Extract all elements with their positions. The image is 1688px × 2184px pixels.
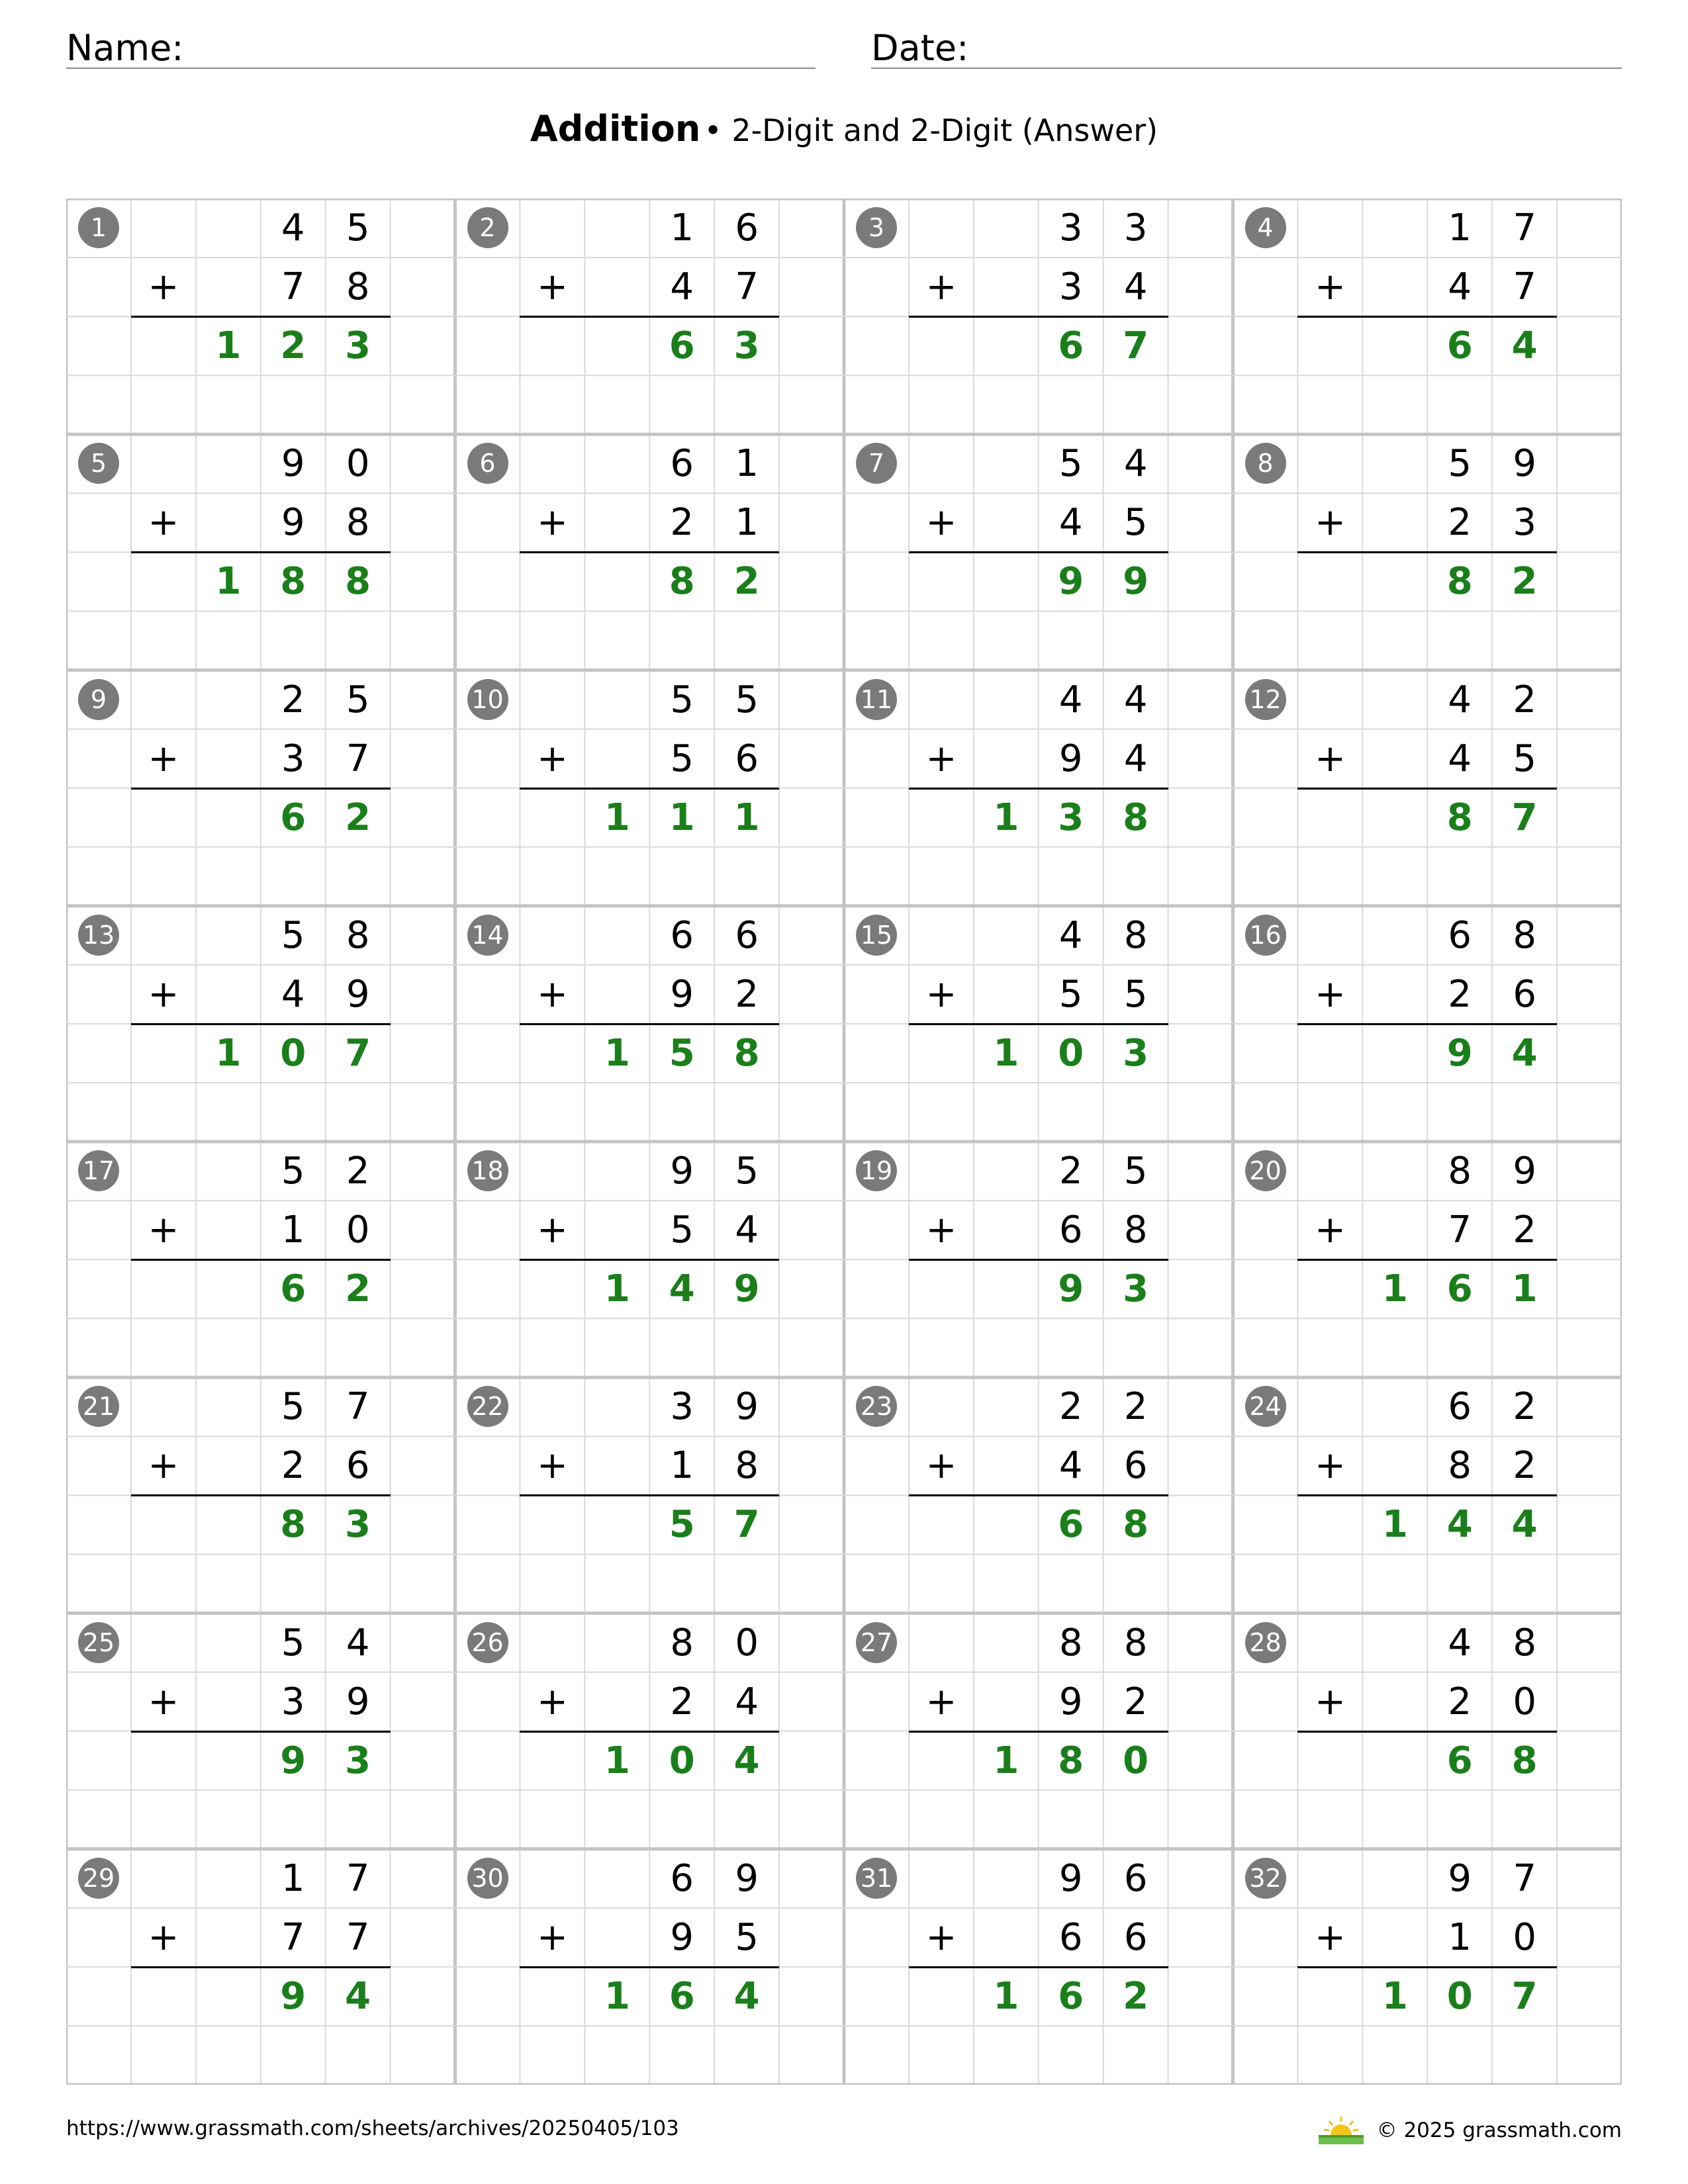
addend-digit: 5 <box>281 1150 305 1193</box>
answer-digit: 2 <box>345 1267 371 1311</box>
answer-digit: 3 <box>733 324 760 368</box>
addend-digit: 7 <box>735 265 759 309</box>
addend-digit: 6 <box>735 206 759 250</box>
problem-number-badge: 17 <box>78 1150 119 1191</box>
answer-digit: 1 <box>604 1267 630 1311</box>
answer-digit: 2 <box>345 796 371 839</box>
answer-digit: 9 <box>280 1974 306 2018</box>
problem-number-badge: 7 <box>856 443 897 484</box>
answer-digit: 7 <box>1123 324 1149 368</box>
addend-digit: 0 <box>346 1208 370 1252</box>
addend-digit: 1 <box>1448 1915 1472 1959</box>
answer-digit: 5 <box>669 1031 695 1075</box>
answer-digit: 3 <box>1123 1267 1149 1311</box>
title-subtitle: • 2-Digit and 2-Digit (Answer) <box>704 113 1158 148</box>
plus-sign: + <box>148 1915 179 1959</box>
answer-digit: 1 <box>1382 1267 1408 1311</box>
addend-digit: 3 <box>281 1680 305 1723</box>
addend-digit: 2 <box>1448 1680 1472 1723</box>
addend-digit: 6 <box>346 1444 370 1488</box>
answer-digit: 9 <box>1446 1031 1473 1075</box>
addend-digit: 4 <box>1448 1621 1472 1664</box>
addend-digit: 9 <box>346 972 370 1016</box>
addend-digit: 6 <box>1448 913 1472 957</box>
plus-sign: + <box>1314 265 1346 309</box>
plus-sign: + <box>536 501 568 545</box>
addend-digit: 4 <box>1058 678 1083 721</box>
date-label: Date: <box>871 27 969 69</box>
answer-digit: 0 <box>1446 1974 1473 2018</box>
plus-sign: + <box>148 737 179 780</box>
problem-number-badge: 13 <box>78 915 119 956</box>
plus-sign: + <box>1314 972 1346 1016</box>
plus-sign: + <box>148 1208 179 1252</box>
addend-digit: 3 <box>1513 501 1536 545</box>
answer-digit: 8 <box>280 560 306 604</box>
addend-digit: 5 <box>346 206 370 250</box>
problem-number-badge: 21 <box>78 1386 119 1427</box>
addend-digit: 5 <box>670 678 694 721</box>
problem-number-badge: 12 <box>1245 679 1286 720</box>
answer-digit: 1 <box>669 796 695 839</box>
plus-sign: + <box>148 265 179 309</box>
answer-digit: 6 <box>1446 1739 1473 1782</box>
addend-digit: 1 <box>1448 206 1472 250</box>
addend-digit: 9 <box>346 1680 370 1723</box>
date-line <box>871 68 1622 69</box>
addend-digit: 8 <box>1448 1150 1472 1193</box>
answer-digit: 4 <box>1511 324 1538 368</box>
addend-digit: 2 <box>281 678 305 721</box>
problem-number-badge: 8 <box>1245 443 1286 484</box>
addend-digit: 4 <box>1123 442 1148 486</box>
problem-number-badge: 24 <box>1245 1386 1286 1427</box>
answer-digit: 9 <box>280 1739 306 1782</box>
answer-digit: 8 <box>669 560 695 604</box>
addend-digit: 2 <box>670 501 694 545</box>
answer-digit: 1 <box>215 560 242 604</box>
problem-number-badge: 26 <box>467 1622 508 1663</box>
addend-digit: 3 <box>281 737 305 780</box>
addend-digit: 4 <box>281 206 305 250</box>
addend-digit: 6 <box>670 913 694 957</box>
addend-digit: 4 <box>281 972 305 1016</box>
addend-digit: 7 <box>1513 206 1536 250</box>
addend-digit: 1 <box>281 1208 305 1252</box>
answer-digit: 3 <box>1058 796 1084 839</box>
problem-number-badge: 23 <box>856 1386 897 1427</box>
answer-digit: 1 <box>604 1031 630 1075</box>
addend-digit: 3 <box>1058 265 1083 309</box>
plus-sign: + <box>536 737 568 780</box>
answer-digit: 1 <box>993 1739 1019 1782</box>
answer-digit: 7 <box>1511 1974 1538 2018</box>
addend-digit: 5 <box>735 1915 759 1959</box>
addend-digit: 5 <box>281 913 305 957</box>
addend-digit: 2 <box>281 1444 305 1488</box>
answer-digit: 4 <box>1446 1503 1473 1547</box>
addend-digit: 4 <box>735 1680 759 1723</box>
answer-digit: 6 <box>1058 324 1084 368</box>
addend-digit: 9 <box>281 442 305 486</box>
plus-sign: + <box>148 501 179 545</box>
addend-digit: 4 <box>1123 678 1148 721</box>
addend-digit: 7 <box>1513 265 1536 309</box>
answer-digit: 3 <box>345 1739 371 1782</box>
answer-digit: 8 <box>1123 1503 1149 1547</box>
problem-number-badge: 27 <box>856 1622 897 1663</box>
answer-digit: 0 <box>1123 1739 1149 1782</box>
worksheet-grid <box>66 199 1622 2085</box>
addend-digit: 5 <box>670 1208 694 1252</box>
answer-digit: 3 <box>345 324 371 368</box>
problem-number-badge: 15 <box>856 915 897 956</box>
plus-sign: + <box>1314 1444 1346 1488</box>
addend-digit: 8 <box>670 1621 694 1664</box>
addend-digit: 9 <box>1448 1856 1472 1900</box>
answer-digit: 1 <box>993 796 1019 839</box>
answer-digit: 7 <box>733 1503 760 1547</box>
plus-sign: + <box>925 972 957 1016</box>
plus-sign: + <box>536 1444 568 1488</box>
addend-digit: 4 <box>346 1621 370 1664</box>
addend-digit: 9 <box>1513 1150 1536 1193</box>
addend-digit: 5 <box>1123 972 1148 1016</box>
addend-digit: 9 <box>735 1856 759 1900</box>
addend-digit: 6 <box>1058 1208 1083 1252</box>
problem-number-badge: 10 <box>467 679 508 720</box>
answer-digit: 6 <box>1058 1974 1084 2018</box>
addend-digit: 9 <box>735 1385 759 1429</box>
addend-digit: 9 <box>1058 1856 1083 1900</box>
answer-digit: 6 <box>1446 1267 1473 1311</box>
addend-digit: 0 <box>346 442 370 486</box>
answer-digit: 6 <box>1058 1503 1084 1547</box>
problem-number-badge: 19 <box>856 1150 897 1191</box>
answer-digit: 8 <box>1123 796 1149 839</box>
addend-digit: 9 <box>1058 737 1083 780</box>
addend-digit: 9 <box>1513 442 1536 486</box>
problem-number-badge: 1 <box>78 207 119 248</box>
addend-digit: 9 <box>281 501 305 545</box>
answer-digit: 6 <box>280 796 306 839</box>
answer-digit: 8 <box>1446 560 1473 604</box>
answer-digit: 9 <box>1123 560 1149 604</box>
addend-digit: 3 <box>670 1385 694 1429</box>
answer-digit: 3 <box>345 1503 371 1547</box>
problem-number-badge: 20 <box>1245 1150 1286 1191</box>
addend-digit: 7 <box>1448 1208 1472 1252</box>
addend-digit: 5 <box>346 678 370 721</box>
addend-digit: 8 <box>1448 1444 1472 1488</box>
footer-copyright: © 2025 grassmath.com <box>1376 2118 1622 2142</box>
answer-digit: 9 <box>733 1267 760 1311</box>
plus-sign: + <box>1314 737 1346 780</box>
addend-digit: 8 <box>1123 1621 1148 1664</box>
addend-digit: 8 <box>1513 1621 1536 1664</box>
problem-number-badge: 30 <box>467 1858 508 1899</box>
answer-digit: 8 <box>280 1503 306 1547</box>
answer-digit: 8 <box>1511 1739 1538 1782</box>
addend-digit: 7 <box>281 1915 305 1959</box>
problem-number-badge: 28 <box>1245 1622 1286 1663</box>
addend-digit: 7 <box>346 1915 370 1959</box>
answer-digit: 4 <box>1511 1503 1538 1547</box>
answer-digit: 2 <box>280 324 306 368</box>
addend-digit: 4 <box>1058 1444 1083 1488</box>
addend-digit: 7 <box>281 265 305 309</box>
plus-sign: + <box>1314 1680 1346 1723</box>
addend-digit: 8 <box>735 1444 759 1488</box>
answer-digit: 5 <box>669 1503 695 1547</box>
answer-digit: 4 <box>669 1267 695 1311</box>
problems-container <box>66 199 1622 2085</box>
answer-digit: 8 <box>345 560 371 604</box>
addend-digit: 2 <box>735 972 759 1016</box>
addend-digit: 8 <box>1123 1208 1148 1252</box>
addend-digit: 5 <box>1123 501 1148 545</box>
addend-digit: 4 <box>1448 737 1472 780</box>
addend-digit: 7 <box>1513 1856 1536 1900</box>
addend-digit: 7 <box>346 1385 370 1429</box>
plus-sign: + <box>536 1680 568 1723</box>
addend-digit: 4 <box>1448 678 1472 721</box>
addend-digit: 4 <box>1058 501 1083 545</box>
problem-number-badge: 16 <box>1245 915 1286 956</box>
addend-digit: 6 <box>1513 972 1536 1016</box>
answer-digit: 6 <box>669 1974 695 2018</box>
plus-sign: + <box>925 1680 957 1723</box>
addend-digit: 0 <box>1513 1680 1536 1723</box>
answer-digit: 7 <box>1511 796 1538 839</box>
addend-digit: 3 <box>1123 206 1148 250</box>
addend-digit: 2 <box>1123 1385 1148 1429</box>
plus-sign: + <box>925 265 957 309</box>
addend-digit: 8 <box>346 265 370 309</box>
addend-digit: 2 <box>1513 1385 1536 1429</box>
addend-digit: 2 <box>1058 1385 1083 1429</box>
problem-number-badge: 18 <box>467 1150 508 1191</box>
addend-digit: 0 <box>735 1621 759 1664</box>
answer-digit: 1 <box>1382 1974 1408 2018</box>
addend-digit: 1 <box>281 1856 305 1900</box>
addend-digit: 9 <box>670 1915 694 1959</box>
addend-digit: 7 <box>346 737 370 780</box>
answer-digit: 2 <box>733 560 760 604</box>
problem-number-badge: 22 <box>467 1386 508 1427</box>
plus-sign: + <box>536 1915 568 1959</box>
addend-digit: 4 <box>1448 265 1472 309</box>
answer-digit: 6 <box>669 324 695 368</box>
answer-digit: 1 <box>993 1974 1019 2018</box>
problem-number-badge: 2 <box>467 207 508 248</box>
plus-sign: + <box>925 1444 957 1488</box>
addend-digit: 8 <box>1058 1621 1083 1664</box>
problem-number-badge: 5 <box>78 443 119 484</box>
problem-number-badge: 25 <box>78 1622 119 1663</box>
answer-digit: 0 <box>280 1031 306 1075</box>
addend-digit: 2 <box>346 1150 370 1193</box>
answer-digit: 1 <box>993 1031 1019 1075</box>
answer-digit: 1 <box>1382 1503 1408 1547</box>
addend-digit: 6 <box>670 1856 694 1900</box>
answer-digit: 1 <box>604 1974 630 2018</box>
addend-digit: 1 <box>670 1444 694 1488</box>
addend-digit: 2 <box>1513 1208 1536 1252</box>
addend-digit: 5 <box>735 1150 759 1193</box>
answer-digit: 6 <box>280 1267 306 1311</box>
problem-number-badge: 3 <box>856 207 897 248</box>
addend-digit: 5 <box>1448 442 1472 486</box>
answer-digit: 8 <box>1446 796 1473 839</box>
plus-sign: + <box>1314 1915 1346 1959</box>
problem-number-badge: 31 <box>856 1858 897 1899</box>
addend-digit: 5 <box>735 678 759 721</box>
addend-digit: 6 <box>1123 1856 1148 1900</box>
addend-digit: 4 <box>670 265 694 309</box>
plus-sign: + <box>148 1680 179 1723</box>
addend-digit: 4 <box>1123 737 1148 780</box>
addend-digit: 9 <box>670 972 694 1016</box>
addend-digit: 3 <box>1058 206 1083 250</box>
addend-digit: 0 <box>1513 1915 1536 1959</box>
addend-digit: 2 <box>1448 501 1472 545</box>
answer-digit: 1 <box>604 796 630 839</box>
addend-digit: 5 <box>281 1621 305 1664</box>
addend-digit: 2 <box>670 1680 694 1723</box>
addend-digit: 1 <box>670 206 694 250</box>
footer-url: https://www.grassmath.com/sheets/archives/20250405/103 <box>66 2116 679 2140</box>
plus-sign: + <box>925 1915 957 1959</box>
addend-digit: 6 <box>735 737 759 780</box>
problem-number-badge: 32 <box>1245 1858 1286 1899</box>
page-title <box>0 106 1688 161</box>
answer-digit: 1 <box>1511 1267 1538 1311</box>
addend-digit: 2 <box>1123 1680 1148 1723</box>
plus-sign: + <box>1314 1208 1346 1252</box>
addend-digit: 6 <box>1123 1915 1148 1959</box>
plus-sign: + <box>925 737 957 780</box>
addend-digit: 6 <box>1448 1385 1472 1429</box>
answer-digit: 9 <box>1058 1267 1084 1311</box>
addend-digit: 2 <box>1448 972 1472 1016</box>
addend-digit: 8 <box>1123 913 1148 957</box>
problem-number-badge: 29 <box>78 1858 119 1899</box>
answer-digit: 1 <box>604 1739 630 1782</box>
plus-sign: + <box>148 1444 179 1488</box>
answer-digit: 1 <box>733 796 760 839</box>
addend-digit: 5 <box>1058 972 1083 1016</box>
answer-digit: 0 <box>1058 1031 1084 1075</box>
addend-digit: 6 <box>735 913 759 957</box>
addend-digit: 8 <box>346 913 370 957</box>
addend-digit: 5 <box>1513 737 1536 780</box>
problem-number-badge: 6 <box>467 443 508 484</box>
addend-digit: 5 <box>670 737 694 780</box>
answer-digit: 4 <box>733 1739 760 1782</box>
addend-digit: 2 <box>1058 1150 1083 1193</box>
name-label: Name: <box>66 27 184 69</box>
name-line <box>66 68 816 69</box>
addend-digit: 8 <box>346 501 370 545</box>
addend-digit: 9 <box>670 1150 694 1193</box>
addend-digit: 9 <box>1058 1680 1083 1723</box>
answer-digit: 8 <box>733 1031 760 1075</box>
addend-digit: 4 <box>1058 913 1083 957</box>
grass-sun-logo-icon <box>1315 2115 1368 2146</box>
problem-number-badge: 4 <box>1245 207 1286 248</box>
title-main: Addition <box>530 108 701 150</box>
answer-digit: 4 <box>733 1974 760 2018</box>
answer-digit: 0 <box>669 1739 695 1782</box>
addend-digit: 5 <box>1123 1150 1148 1193</box>
plus-sign: + <box>1314 501 1346 545</box>
addend-digit: 2 <box>1513 1444 1536 1488</box>
problem-number-badge: 9 <box>78 679 119 720</box>
answer-digit: 1 <box>215 324 242 368</box>
addend-digit: 6 <box>1058 1915 1083 1959</box>
answer-digit: 3 <box>1123 1031 1149 1075</box>
answer-digit: 4 <box>1511 1031 1538 1075</box>
footer-copyright-block <box>1315 2115 1622 2146</box>
plus-sign: + <box>536 265 568 309</box>
answer-digit: 7 <box>345 1031 371 1075</box>
answer-digit: 2 <box>1511 560 1538 604</box>
answer-digit: 9 <box>1058 560 1084 604</box>
problem-number-badge: 14 <box>467 915 508 956</box>
addend-digit: 5 <box>1058 442 1083 486</box>
addend-digit: 5 <box>281 1385 305 1429</box>
plus-sign: + <box>925 501 957 545</box>
answer-digit: 4 <box>345 1974 371 2018</box>
addend-digit: 4 <box>735 1208 759 1252</box>
addend-digit: 2 <box>1513 678 1536 721</box>
addend-digit: 1 <box>735 442 759 486</box>
plus-sign: + <box>536 972 568 1016</box>
plus-sign: + <box>925 1208 957 1252</box>
addend-digit: 6 <box>670 442 694 486</box>
addend-digit: 4 <box>1123 265 1148 309</box>
addend-digit: 8 <box>1513 913 1536 957</box>
plus-sign: + <box>536 1208 568 1252</box>
addend-digit: 7 <box>346 1856 370 1900</box>
answer-digit: 2 <box>1123 1974 1149 2018</box>
answer-digit: 6 <box>1446 324 1473 368</box>
answer-digit: 1 <box>215 1031 242 1075</box>
plus-sign: + <box>148 972 179 1016</box>
addend-digit: 6 <box>1123 1444 1148 1488</box>
problem-number-badge: 11 <box>856 679 897 720</box>
addend-digit: 1 <box>735 501 759 545</box>
answer-digit: 8 <box>1058 1739 1084 1782</box>
